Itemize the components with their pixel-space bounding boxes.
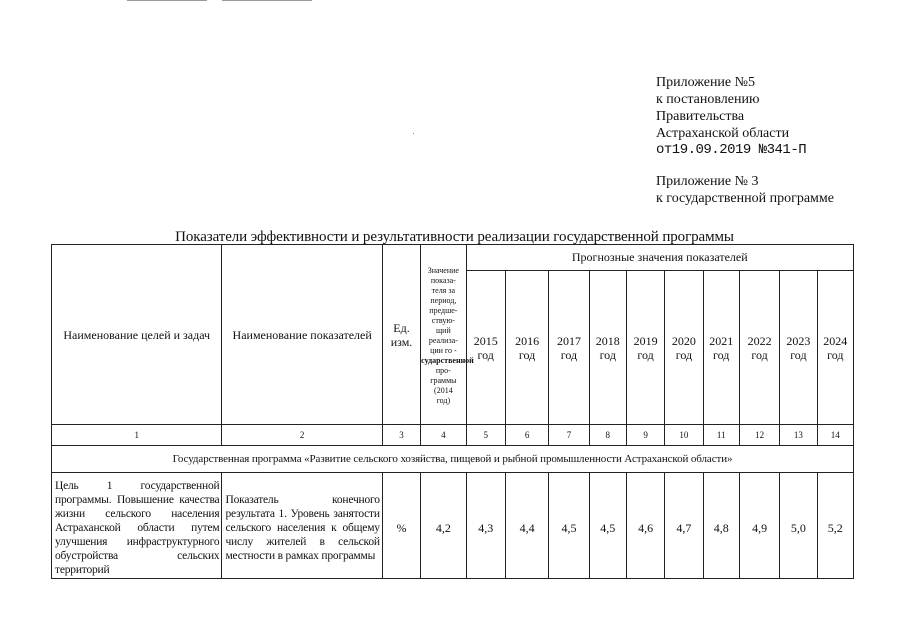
- header-year-2019: 2019 год: [626, 271, 664, 425]
- appendix-block: [656, 74, 896, 207]
- header-year-2024: 2024 год: [817, 271, 853, 425]
- value-cell-2019: [626, 473, 664, 579]
- program-title-row: Государственная программа «Развитие сельского хозяйства, пищевой и рыбной промышленности Астраханской области»: [52, 446, 854, 473]
- base-value: 4,2: [435, 520, 451, 535]
- base-line: теля за: [431, 285, 456, 295]
- sub-appendix-line: к государственной программе: [656, 191, 834, 206]
- value-cell-2015: [466, 473, 505, 579]
- column-number: 8: [589, 425, 626, 446]
- base-line: предше-: [429, 305, 458, 315]
- appendix-line: к постановлению: [656, 92, 760, 107]
- value-2022: 4,9: [752, 520, 768, 535]
- value-2019: 4,6: [638, 520, 654, 535]
- indicators-table: [51, 244, 854, 579]
- top-edge-line-left: [127, 0, 207, 1]
- column-number: 1: [52, 425, 222, 446]
- value-cell-2021: [703, 473, 739, 579]
- base-line: период,: [430, 295, 457, 305]
- header-year-2018: 2018 год: [589, 271, 626, 425]
- header-unit: Ед. изм.: [382, 245, 420, 425]
- table-row: [52, 473, 854, 579]
- header-year-2016: 2016 год: [505, 271, 548, 425]
- base-line: ции го -: [430, 345, 457, 355]
- top-edge-line-right: [222, 0, 312, 1]
- header-base-value: [421, 245, 474, 425]
- sub-appendix-line: Приложение № 3: [656, 174, 759, 189]
- header-year-2023: 2023 год: [780, 271, 817, 425]
- value-2021: 4,8: [713, 520, 729, 535]
- value-2017: 4,5: [561, 520, 577, 535]
- base-line: сударственной: [421, 355, 474, 365]
- base-line: год): [436, 395, 451, 405]
- value-cell-2016: [505, 473, 548, 579]
- column-number: 11: [703, 425, 739, 446]
- base-line: Значение: [427, 265, 459, 275]
- column-number: 13: [780, 425, 817, 446]
- header-year-2015: 2015 год: [466, 271, 505, 425]
- value-cell-2023: [780, 473, 817, 579]
- header-forecast: Прогнозные значения показателей: [466, 245, 853, 271]
- column-number: 14: [817, 425, 853, 446]
- column-number: 6: [505, 425, 548, 446]
- value-2016: 4,4: [519, 520, 535, 535]
- indicator-cell: [222, 473, 382, 579]
- scan-speck: [413, 133, 414, 134]
- column-number: 12: [739, 425, 779, 446]
- appendix-line: Астраханской области: [656, 126, 790, 141]
- value-cell-2020: [665, 473, 703, 579]
- header-year-2017: 2017 год: [549, 271, 589, 425]
- base-line: про-: [435, 365, 451, 375]
- column-number: 7: [549, 425, 589, 446]
- unit-cell: [382, 473, 420, 579]
- value-cell-2018: [589, 473, 626, 579]
- value-cell-2024: [817, 473, 853, 579]
- header-year-2020: 2020 год: [665, 271, 703, 425]
- resolution-date-number: от19.09.2019 №341-П: [656, 142, 807, 158]
- value-cell-2017: [549, 473, 589, 579]
- base-line: реализа-: [428, 335, 458, 345]
- goal-cell: [52, 473, 222, 579]
- value-2018: 4,5: [600, 520, 616, 535]
- base-line: щий: [436, 325, 451, 335]
- column-number: 9: [626, 425, 664, 446]
- value-cell-2022: [739, 473, 779, 579]
- column-number: 5: [466, 425, 505, 446]
- value-2023: 5,0: [790, 520, 806, 535]
- table-title: Показатели эффективности и результативности реализации государственной программы: [175, 229, 734, 245]
- header-goals: Наименование целей и задач: [52, 245, 222, 425]
- column-numbers-row: [52, 425, 854, 446]
- value-2015: 4,3: [478, 520, 494, 535]
- goal-text: Цель 1 государственной программы. Повышение качества жизни сельского населения Астраханской области путем улучшения инфраструктурного обустройства сельских территорий: [55, 479, 220, 576]
- value-2020: 4,7: [676, 520, 692, 535]
- indicator-text: Показатель конечного результата 1. Уровень занятости сельского населения к общему числу жителей в сельской местности в рамках программы: [225, 493, 380, 562]
- base-line: ствую-: [431, 315, 455, 325]
- unit-value: %: [396, 520, 407, 535]
- header-indicators: Наименование показателей: [222, 245, 382, 425]
- base-line: показа-: [430, 275, 456, 285]
- value-2024: 5,2: [827, 520, 843, 535]
- appendix-line: Приложение №5: [656, 75, 755, 90]
- header-year-2022: 2022 год: [739, 271, 779, 425]
- column-number: 10: [665, 425, 703, 446]
- column-number: 2: [222, 425, 382, 446]
- appendix-line: Правительства: [656, 109, 745, 124]
- base-value-cell: [421, 473, 466, 579]
- column-number: 4: [421, 425, 466, 446]
- base-line: (2014: [434, 385, 453, 395]
- header-year-2021: 2021 год: [703, 271, 739, 425]
- base-line: граммы: [430, 375, 457, 385]
- column-number: 3: [382, 425, 420, 446]
